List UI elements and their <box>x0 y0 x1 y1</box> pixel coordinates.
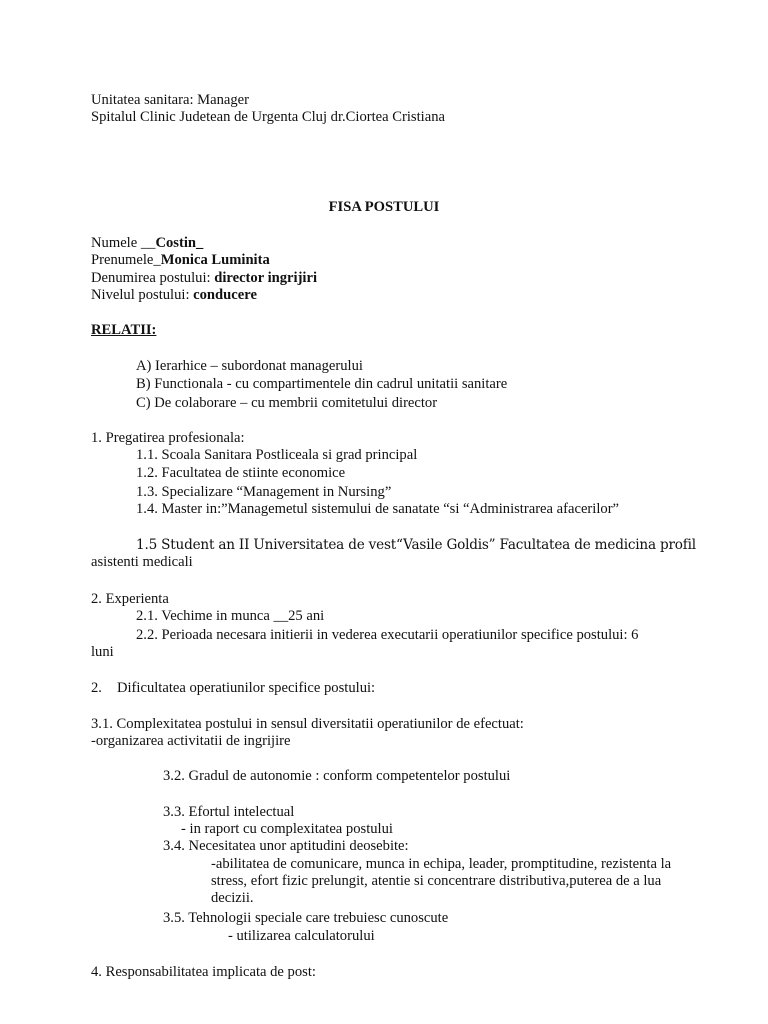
firstname-label: Prenumele_ <box>91 252 161 268</box>
training-item: 1.4. Master in:”Managemetul sistemului de sanatate “si “Administrarea afacerilor” <box>136 501 620 517</box>
level-value: conducere <box>193 287 257 303</box>
name-line <box>91 235 203 252</box>
section-3-3-detail: - in raport cu complexitatea postului <box>181 821 393 837</box>
experience-item-continuation: luni <box>91 644 114 660</box>
experience-item: 2.2. Perioada necesara initierii in vederea executarii operatiunilor specifice postului: 6 <box>136 627 639 643</box>
level-line <box>91 287 257 304</box>
relation-item: A) Ierarhice – subordonat managerului <box>136 358 363 374</box>
section-3-1-detail: -organizarea activitatii de ingrijire <box>91 733 291 749</box>
training-item: 1.3. Specializare “Management in Nursing” <box>136 484 392 500</box>
level-label: Nivelul postului: <box>91 287 194 303</box>
section-3-2: 3.2. Gradul de autonomie : conform competentelor postului <box>163 768 511 784</box>
responsibility-heading: 4. Responsabilitatea implicata de post: <box>91 964 316 980</box>
difficulty-heading-text: Dificultatea operatiunilor specifice postului: <box>116 680 376 696</box>
section-3-4-detail: stress, efort fizic prelungit, atentie si concentrare distributiva,puterea de a lua <box>211 873 662 889</box>
name-value: Costin_ <box>155 235 204 251</box>
section-3-3: 3.3. Efortul intelectual <box>163 804 295 820</box>
unit-line: Unitatea sanitara: Manager <box>91 92 250 108</box>
difficulty-heading <box>91 680 375 697</box>
training-item: 1.2. Facultatea de stiinte economice <box>136 465 346 481</box>
relation-item: B) Functionala - cu compartimentele din cadrul unitatii sanitare <box>136 376 508 392</box>
position-label: Denumirea postului: <box>91 270 215 286</box>
section-3-1: 3.1. Complexitatea postului in sensul diversitatii operatiunilor de efectuat: <box>91 716 524 732</box>
experience-item: 2.1. Vechime in munca __25 ani <box>136 608 325 624</box>
position-value: director ingrijiri <box>214 270 318 286</box>
section-3-5: 3.5. Tehnologii speciale care trebuiesc cunoscute <box>163 910 449 926</box>
section-3-4-detail: decizii. <box>211 890 254 906</box>
relation-item: C) De colaborare – cu membrii comitetului director <box>136 395 438 411</box>
firstname-line <box>91 252 270 269</box>
difficulty-heading-number: 2. <box>91 680 102 696</box>
name-label: Numele __ <box>91 235 156 251</box>
hospital-line: Spitalul Clinic Judetean de Urgenta Cluj dr.Ciortea Cristiana <box>91 109 445 125</box>
firstname-value: Monica Luminita <box>160 252 270 268</box>
section-3-5-detail: - utilizarea calculatorului <box>228 928 375 944</box>
experience-heading: 2. Experienta <box>91 591 169 607</box>
position-line <box>91 270 317 287</box>
document-title: FISA POSTULUI <box>328 199 440 215</box>
relations-heading: RELATII: <box>91 322 157 338</box>
section-3-4: 3.4. Necesitatea unor aptitudini deosebite: <box>163 838 409 854</box>
training-heading: 1. Pregatirea profesionala: <box>91 430 245 446</box>
training-item: 1.1. Scoala Sanitara Postliceala si grad principal <box>136 447 418 463</box>
training-item: 1.5 Student an II Universitatea de vest“Vasile Goldis” Facultatea de medicina profil <box>136 537 696 553</box>
training-item-continuation: asistenti medicali <box>91 554 193 570</box>
section-3-4-detail: -abilitatea de comunicare, munca in echipa, leader, promptitudine, rezistenta la <box>211 856 672 872</box>
